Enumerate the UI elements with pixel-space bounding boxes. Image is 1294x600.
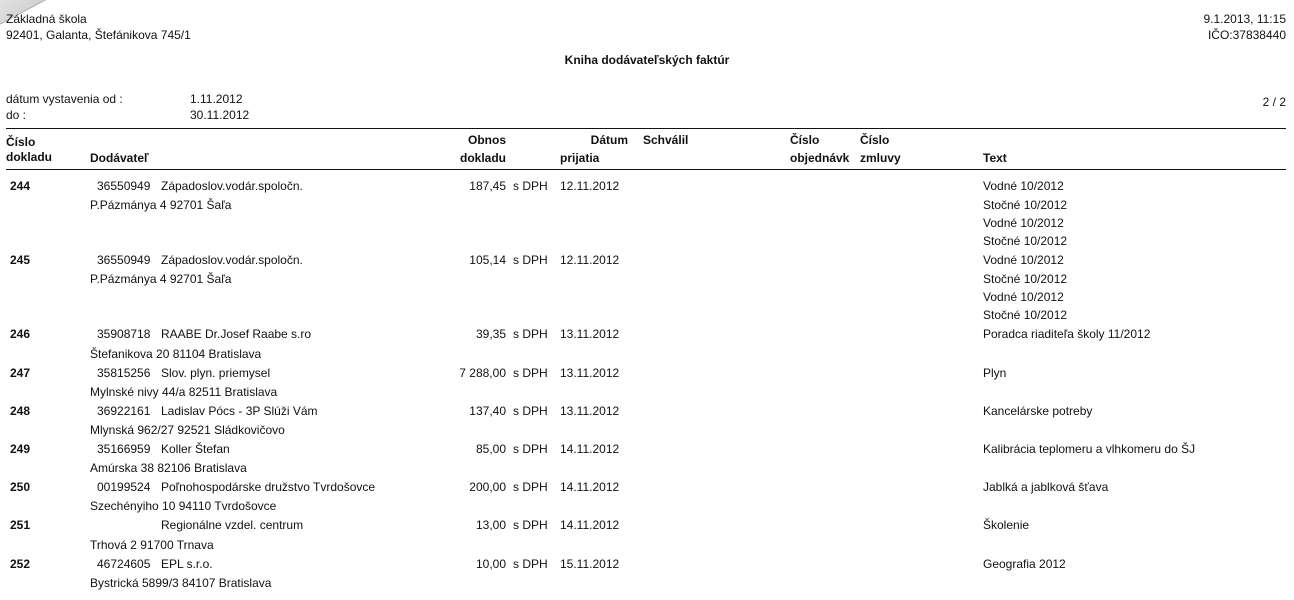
vat-label: s DPH — [513, 179, 548, 193]
col-text: Text — [983, 151, 1007, 165]
vat-label: s DPH — [513, 404, 548, 418]
col-order-line1: Číslo — [790, 133, 820, 147]
col-contract-line2: zmluvy — [860, 151, 901, 165]
header-bottom-rule — [6, 169, 1286, 170]
supplier-address: P.Pázmánya 4 92701 Šaľa — [90, 272, 232, 286]
supplier-name: Regionálne vzdel. centrum — [161, 518, 304, 532]
supplier-name: Koller Štefan — [161, 442, 230, 456]
text-line: Stočné 10/2012 — [983, 308, 1068, 322]
supplier-name: Ladislav Pócs - 3P Slúži Vám — [161, 404, 318, 418]
date-to-value: 30.11.2012 — [190, 108, 250, 122]
received-date: 13.11.2012 — [560, 327, 620, 341]
text-line: Vodné 10/2012 — [983, 253, 1064, 267]
date-from-label: dátum vystavenia od : — [6, 92, 123, 106]
col-amount-line2: dokladu — [459, 151, 506, 165]
received-date: 14.11.2012 — [560, 480, 620, 494]
received-date: 12.11.2012 — [560, 179, 620, 193]
date-to-label: do : — [6, 108, 27, 122]
table-row — [0, 179, 1294, 199]
table-row — [0, 518, 1294, 538]
col-amount-line1: Obnos — [468, 133, 506, 147]
col-number-line2: dokladu — [6, 150, 53, 164]
supplier-address: Štefanikova 20 81104 Bratislava — [90, 347, 262, 361]
text-line: Vodné 10/2012 — [983, 216, 1064, 230]
supplier-id: 36922161 — [97, 404, 151, 418]
table-row — [0, 366, 1294, 386]
doc-number: 248 — [10, 404, 31, 418]
supplier-name: Západoslov.vodár.spoločn. — [161, 179, 303, 193]
vat-label: s DPH — [513, 518, 548, 532]
page-number: 2 / 2 — [1262, 95, 1286, 109]
header-top-rule — [6, 128, 1286, 129]
table-row — [0, 327, 1294, 347]
doc-number: 246 — [10, 327, 31, 341]
supplier-address: Szechényiho 10 94110 Tvrdošovce — [90, 499, 277, 513]
col-supplier: Dodávateľ — [90, 151, 149, 165]
text-line: Kalibrácia teplomeru a vlhkomeru do ŠJ — [983, 442, 1196, 456]
received-date: 12.11.2012 — [560, 253, 620, 267]
supplier-name: EPL s.r.o. — [161, 557, 213, 571]
supplier-name: RAABE Dr.Josef Raabe s.ro — [161, 327, 312, 341]
vat-label: s DPH — [513, 442, 548, 456]
supplier-name: Západoslov.vodár.spoločn. — [161, 253, 303, 267]
supplier-id: 35908718 — [97, 327, 151, 341]
col-order-line2: objednávk — [790, 151, 850, 165]
amount: 10,00 — [475, 557, 506, 571]
doc-number: 251 — [10, 518, 31, 532]
received-date: 13.11.2012 — [560, 404, 620, 418]
text-line: Plyn — [983, 366, 1007, 380]
amount: 187,45 — [469, 179, 506, 193]
amount: 200,00 — [469, 480, 506, 494]
doc-number: 247 — [10, 366, 31, 380]
supplier-name: Slov. plyn. priemysel — [161, 366, 271, 380]
supplier-id: 00199524 — [97, 480, 151, 494]
text-line: Kancelárske potreby — [983, 404, 1093, 418]
amount: 137,40 — [469, 404, 506, 418]
supplier-name: Poľnohospodárske družstvo Tvrdošovce — [161, 480, 376, 494]
received-date: 15.11.2012 — [560, 557, 620, 571]
supplier-address: Amúrska 38 82106 Bratislava — [90, 461, 247, 475]
text-line: Jablká a jablková šťava — [983, 480, 1109, 494]
supplier-id: 36550949 — [97, 253, 151, 267]
supplier-id: 36550949 — [97, 179, 151, 193]
doc-number: 249 — [10, 442, 31, 456]
col-contract-line1: Číslo — [860, 133, 890, 147]
text-line: Stočné 10/2012 — [983, 198, 1068, 212]
company-id: IČO:37838440 — [1207, 28, 1286, 42]
doc-number: 252 — [10, 557, 31, 571]
received-date: 13.11.2012 — [560, 366, 620, 380]
vat-label: s DPH — [513, 480, 548, 494]
table-row — [0, 442, 1294, 462]
vat-label: s DPH — [513, 253, 548, 267]
supplier-address: Trhová 2 91700 Trnava — [90, 538, 214, 552]
text-line: Školenie — [983, 518, 1030, 532]
amount: 85,00 — [475, 442, 506, 456]
received-date: 14.11.2012 — [560, 518, 620, 532]
text-line: Stočné 10/2012 — [983, 234, 1068, 248]
supplier-id: 46724605 — [97, 557, 151, 571]
school-address: 92401, Galanta, Štefánikova 745/1 — [6, 28, 191, 42]
printed-at: 9.1.2013, 11:15 — [1203, 12, 1286, 26]
vat-label: s DPH — [513, 327, 548, 341]
col-date-line2: prijatia — [560, 151, 600, 165]
report-title: Kniha dodávateľských faktúr — [564, 53, 730, 67]
amount: 13,00 — [475, 518, 506, 532]
supplier-address: Mlynská 962/27 92521 Sládkovičovo — [90, 423, 285, 437]
table-row — [0, 404, 1294, 424]
school-name: Základná škola — [6, 12, 87, 26]
col-date-line1: Dátum — [590, 133, 628, 147]
doc-number: 244 — [10, 179, 31, 193]
text-line: Stočné 10/2012 — [983, 272, 1068, 286]
doc-number: 245 — [10, 253, 31, 267]
vat-label: s DPH — [513, 557, 548, 571]
text-line: Poradca riaditeľa školy 11/2012 — [983, 327, 1151, 341]
supplier-address: Bystrická 5899/3 84107 Bratislava — [90, 576, 272, 590]
vat-label: s DPH — [513, 366, 548, 380]
supplier-address: Mylnské nivy 44/a 82511 Bratislava — [90, 385, 278, 399]
text-line: Vodné 10/2012 — [983, 179, 1064, 193]
supplier-address: P.Pázmánya 4 92701 Šaľa — [90, 198, 232, 212]
supplier-id: 35166959 — [97, 442, 151, 456]
amount: 105,14 — [469, 253, 506, 267]
col-approved: Schválil — [643, 133, 689, 147]
text-line: Geografia 2012 — [983, 557, 1066, 571]
table-row — [0, 253, 1294, 273]
col-number-line1: Číslo — [6, 135, 36, 149]
supplier-id: 35815256 — [97, 366, 151, 380]
date-from-value: 1.11.2012 — [190, 92, 243, 106]
amount: 7 288,00 — [459, 366, 506, 380]
table-row — [0, 480, 1294, 500]
amount: 39,35 — [475, 327, 506, 341]
doc-number: 250 — [10, 480, 31, 494]
text-line: Vodné 10/2012 — [983, 290, 1064, 304]
received-date: 14.11.2012 — [560, 442, 620, 456]
table-row — [0, 557, 1294, 577]
